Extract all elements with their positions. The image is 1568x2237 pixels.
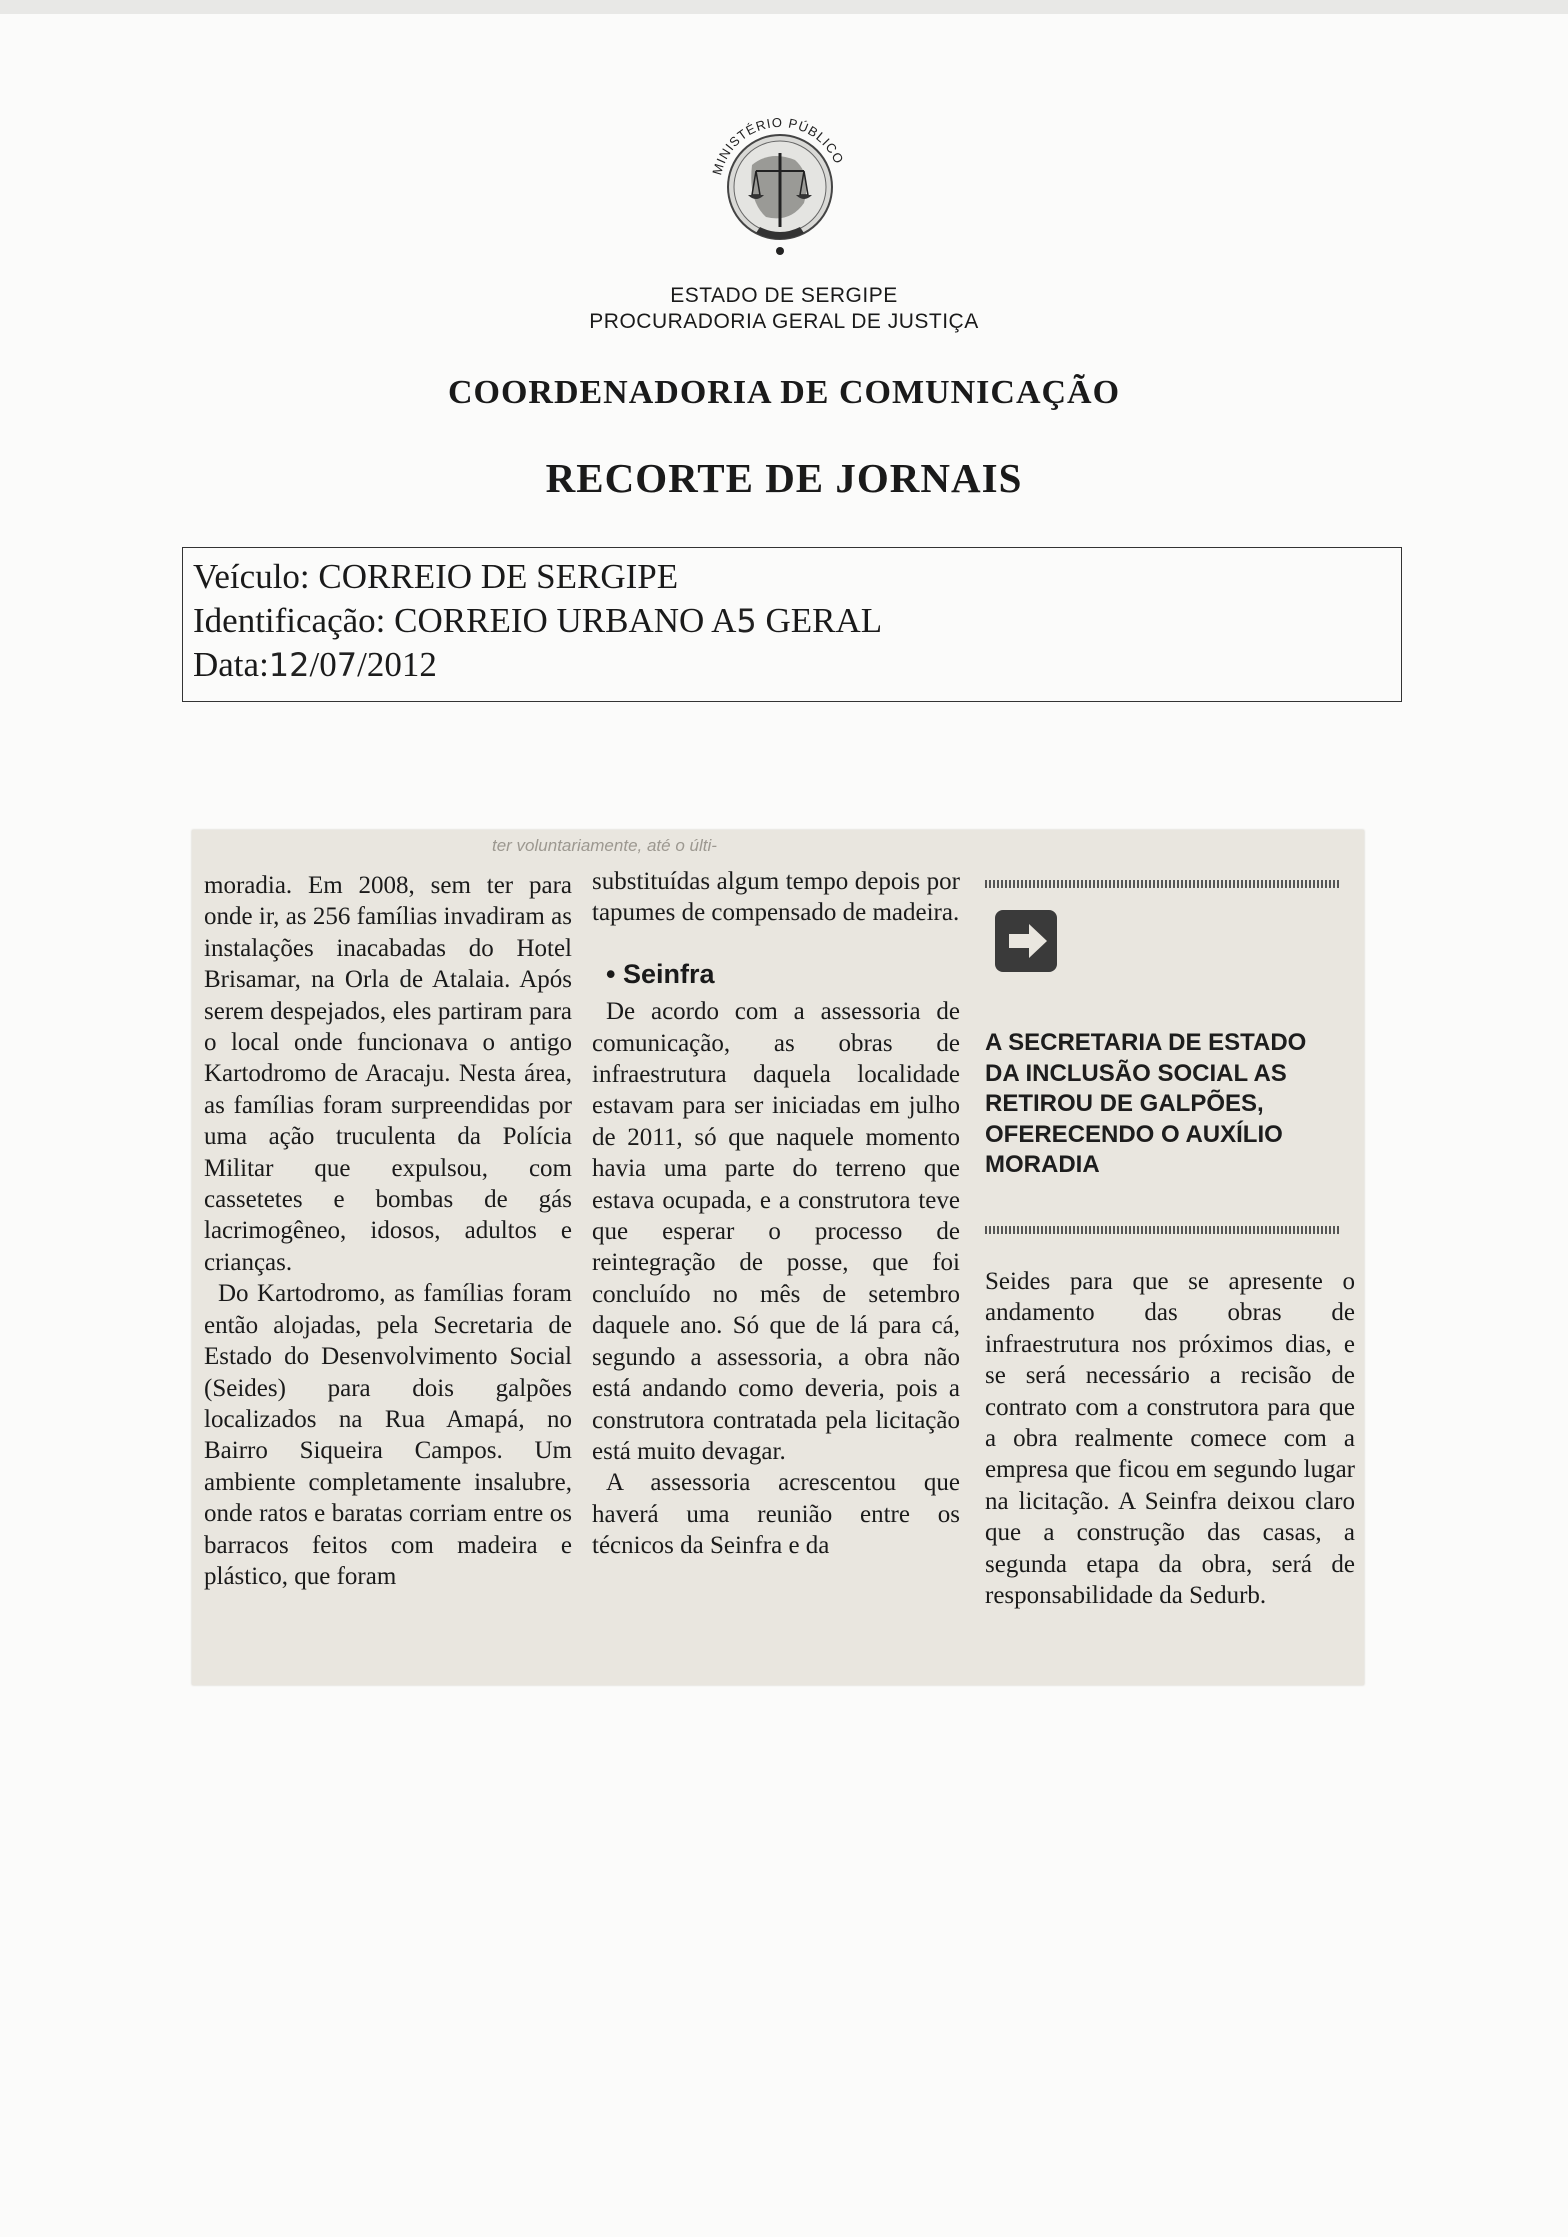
col1-paragraph: moradia. Em 2008, sem ter para onde ir, as 256 famílias invadiram as instalações inacabadas do Hotel Brisamar, na Orla de Atalaia. Após serem despejados, eles partiram para o local onde funcionava o antigo Kartodromo de Aracaju. Nesta área, as famílias foram surpreendidas por uma ação truculenta da Polícia Militar que expulsou, com cassetetes e bombas de gás lacrimogêneo, idosos, adultos e crianças. [204,872,572,1276]
col2-intro: substituídas algum tempo depois por tapumes de compensado de madeira. [592,868,960,927]
ministerio-publico-seal [700,105,860,265]
date-label: Data: [193,645,269,684]
seinfra-subheading: • Seinfra [606,958,715,989]
identification-value: CORREIO URBANO A [394,601,737,640]
vehicle-value: CORREIO DE SERGIPE [318,557,679,596]
pull-quote-box [985,880,1355,1260]
pull-quote-text: A SECRETARIA DE ESTADO DA INCLUSÃO SOCIAL AS RETIROU DE GALPÕES, OFERECENDO O AUXÍLIO MORADIA [985,1029,1307,1178]
identification-page-handwritten: 5 [736,602,757,640]
scan-top-edge [0,0,1568,14]
vehicle-label: Veículo: [193,557,310,596]
date-line [193,643,1401,687]
identification-line [193,599,1401,643]
col2-paragraph: De acordo com a assessoria de comunicação, as obras de infraestrutura daquela localidade estavam para ser iniciadas em julho de 2011, só que naquele momento havia uma parte do terreno que estava ocupada, e a construtora teve que esperar o processo de reintegração de posse, que foi concluído no mês de setembro daquele ano. Só que de lá para cá, segundo a assessoria, a obra não está andando como deveria, pois a construtora contratada pela licitação está muito devagar. [592,998,960,1465]
pull-quote-top-rule [985,880,1341,888]
arrow-right-icon [995,910,1057,972]
identification-label: Identificação: [193,601,386,640]
pull-quote-bottom-rule [985,1226,1341,1234]
newspaper-clipping [192,830,1364,1685]
col2-paragraph: A assessoria acrescentou que haverá uma reunião entre os técnicos da Seinfra e da [592,1469,960,1560]
state-name: ESTADO DE SERGIPE [670,284,898,307]
date-year: /2012 [357,645,437,684]
date-sep: /0 [309,645,337,684]
document-title: RECORTE DE JORNAIS [545,455,1023,501]
vehicle-line [193,555,1401,599]
date-day-handwritten: 12 [268,646,310,684]
col3-paragraph: Seides para que se apresente o andamento das obras de infraestrutura nos próximos dias, e se será necessário a recisão de contrato com a construtora para que a obra realmente comece com a empresa que ficou em segundo lugar na licitação. A Seinfra deixou claro que a construção das casas, a segunda etapa da obra, será de responsabilidade da Sedurb. [985,1268,1355,1610]
column-1 [204,870,572,1592]
clipping-top-fragment: ter voluntariamente, até o últi- [492,836,717,855]
seal-text: MINISTÉRIO PÚBLICO [709,114,847,177]
identification-section: GERAL [765,601,883,640]
office-name: PROCURADORIA GERAL DE JUSTIÇA [589,310,979,333]
source-info-box [182,547,1402,702]
column-3 [985,1266,1355,1611]
date-month-handwritten: 7 [336,646,358,684]
column-2 [592,866,960,1562]
col1-paragraph: Do Kartodromo, as famílias foram então alojadas, pela Secretaria de Estado do Desenvolvimento Social (Seides) para dois galpões localizados na Rua Amapá, no Bairro Siqueira Campos. Um ambiente completamente insalubre, onde ratos e baratas corriam entre os barracos feitos com madeira e plástico, que foram [204,1280,572,1590]
department-title: COORDENADORIA DE COMUNICAÇÃO [447,374,1121,411]
